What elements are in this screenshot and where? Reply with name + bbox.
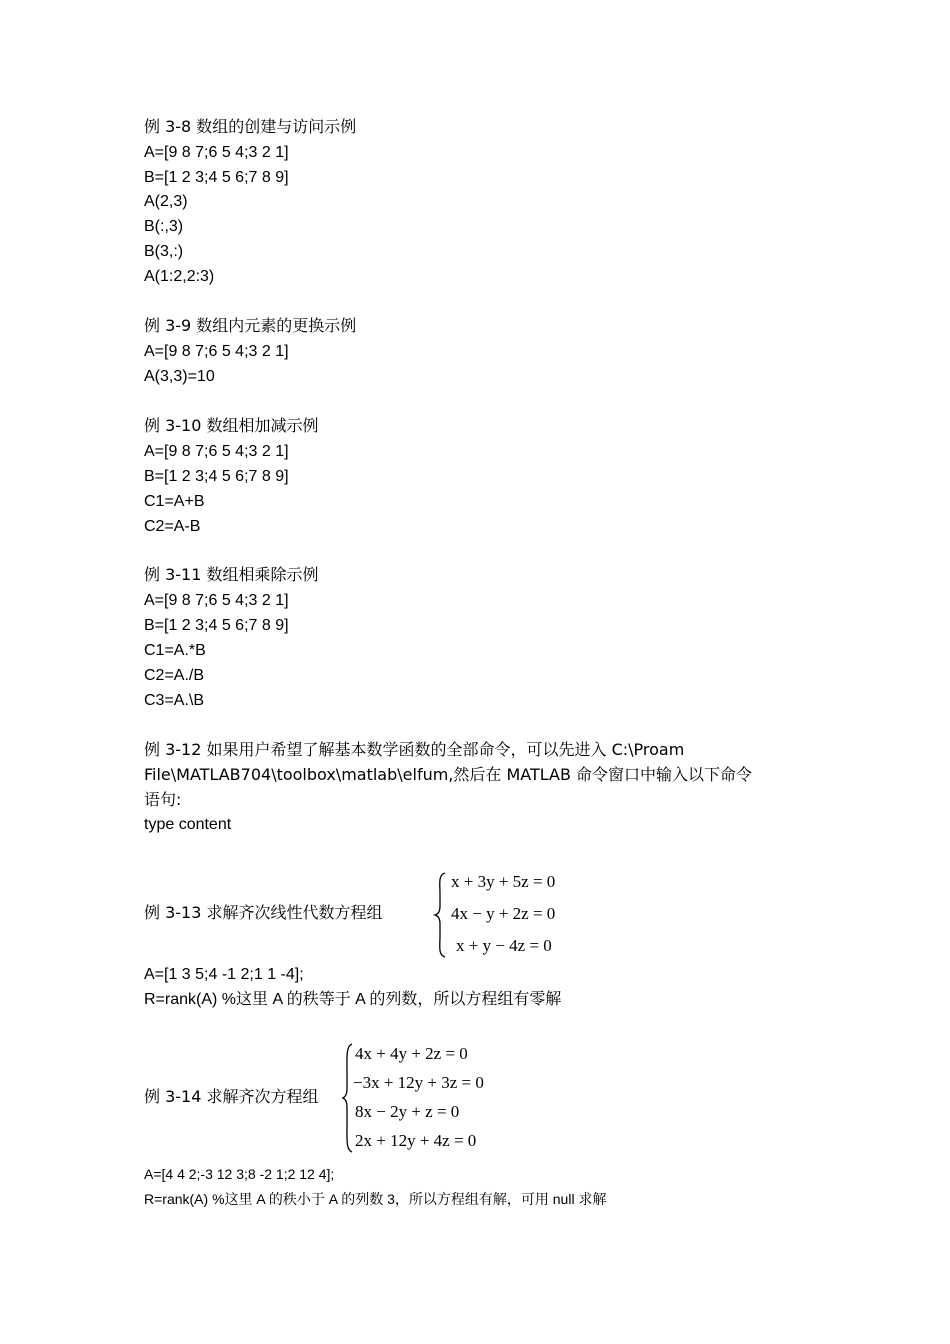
code-line: B(3,:) (144, 243, 184, 260)
equation: 2x + 12y + 4z = 0 (355, 1131, 477, 1150)
example-3-13-title: 例 3-13 求解齐次线性代数方程组 (144, 903, 383, 922)
left-brace (342, 1043, 354, 1153)
example-3-12-text: 例 3-12 如果用户希望了解基本数学函数的全部命令，可以先进入 C:\Proam (144, 740, 685, 759)
code-line: A=[1 3 5;4 -1 2;1 1 -4]; (144, 966, 304, 983)
code-line: A=[9 8 7;6 5 4;3 2 1] (144, 443, 289, 460)
equation: x + y − 4z = 0 (456, 936, 552, 955)
equation: −3x + 12y + 3z = 0 (353, 1073, 484, 1092)
equation: 4x − y + 2z = 0 (451, 904, 556, 923)
code-line: C2=A-B (144, 518, 201, 535)
code-line: B=[1 2 3;4 5 6;7 8 9] (144, 468, 289, 485)
equation: 4x + 4y + 2z = 0 (355, 1044, 468, 1063)
example-3-9-title: 例 3-9 数组内元素的更换示例 (144, 316, 357, 335)
code-line: A=[9 8 7;6 5 4;3 2 1] (144, 592, 289, 609)
code-line: R=rank(A) %这里 A 的秩小于 A 的列数 3，所以方程组有解，可用 null 求解 (144, 1191, 607, 1207)
code-line: type content (144, 816, 232, 833)
example-3-12-text: File\MATLAB704\toolbox\matlab\elfum,然后在 MATLAB 命令窗口中输入以下命令 (144, 765, 753, 784)
code-line: A=[4 4 2;-3 12 3;8 -2 1;2 12 4]; (144, 1166, 335, 1182)
example-3-14-title: 例 3-14 求解齐次方程组 (144, 1087, 319, 1106)
code-line: A(2,3) (144, 193, 188, 210)
code-line: B(:,3) (144, 218, 184, 235)
code-line: C2=A./B (144, 667, 205, 684)
example-3-12-text: 语句: (144, 790, 182, 809)
code-line: C3=A.\B (144, 692, 205, 709)
code-line: C1=A+B (144, 493, 205, 510)
equation: x + 3y + 5z = 0 (451, 872, 556, 891)
code-line: R=rank(A) %这里 A 的秩等于 A 的列数，所以方程组有零解 (144, 991, 562, 1008)
example-3-8-title: 例 3-8 数组的创建与访问示例 (144, 117, 357, 136)
left-brace (434, 872, 448, 958)
code-line: B=[1 2 3;4 5 6;7 8 9] (144, 169, 289, 186)
example-3-11-title: 例 3-11 数组相乘除示例 (144, 565, 319, 584)
code-line: A(3,3)=10 (144, 368, 215, 385)
code-line: A=[9 8 7;6 5 4;3 2 1] (144, 343, 289, 360)
code-line: B=[1 2 3;4 5 6;7 8 9] (144, 617, 289, 634)
code-line: C1=A.*B (144, 642, 206, 659)
equation: 8x − 2y + z = 0 (355, 1102, 460, 1121)
code-line: A(1:2,2:3) (144, 268, 215, 285)
example-3-10-title: 例 3-10 数组相加减示例 (144, 416, 319, 435)
code-line: A=[9 8 7;6 5 4;3 2 1] (144, 144, 289, 161)
